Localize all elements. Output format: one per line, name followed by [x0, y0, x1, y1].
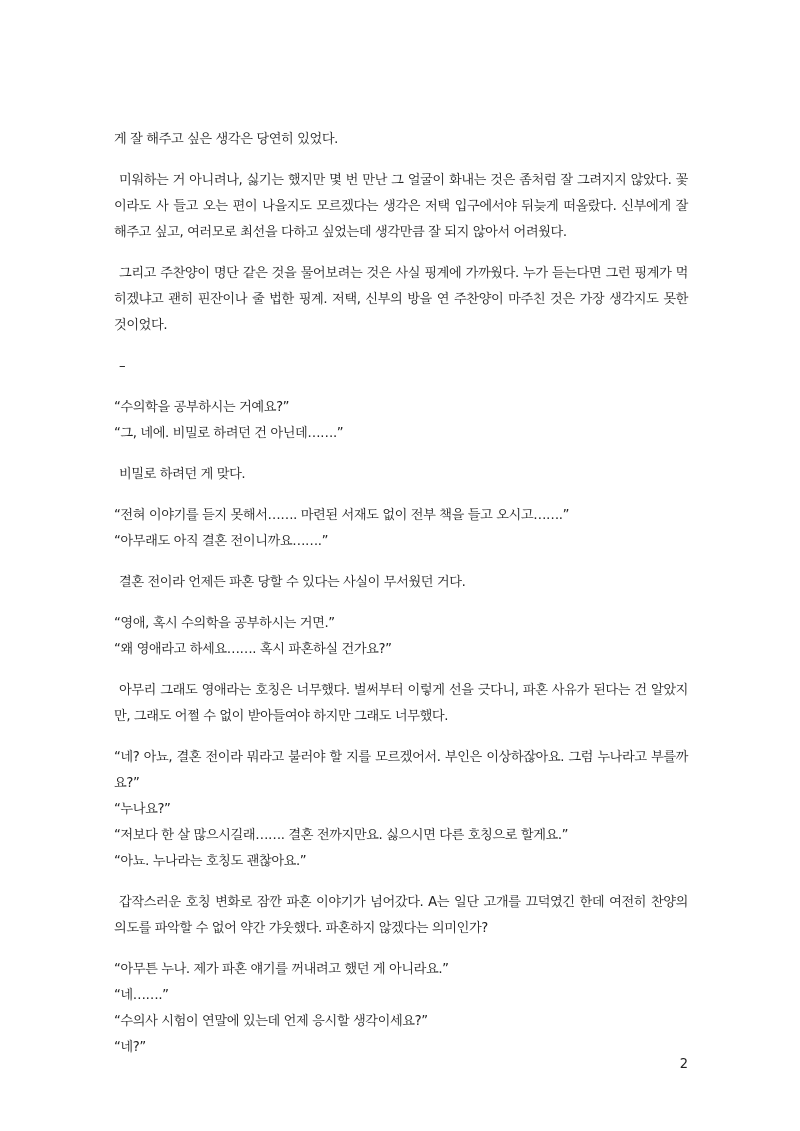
- page-number: 2: [679, 1057, 688, 1072]
- dialogue-block: [114, 395, 688, 447]
- body-text: [114, 127, 688, 1076]
- dialogue-line: “그, 네에. 비밀로 하려던 건 아닌데…….”: [114, 426, 344, 441]
- dialogue-line: “네? 아뇨, 결혼 전이라 뭐라고 불러야 할 지를 모르겠어서. 부인은 이상하잖아요. 그럼 누나라고 부를까요?”: [114, 750, 688, 791]
- dialogue-block: [114, 745, 688, 875]
- dialogue-block: [114, 957, 688, 1061]
- dialogue-line: “아뇨. 누나라는 호칭도 괜찮아요.”: [114, 854, 307, 869]
- dialogue-line: “수의사 시험이 연말에 있는데 언제 응시할 생각이세요?”: [114, 1014, 428, 1029]
- dialogue-line: “아무래도 아직 결혼 전이니까요…….”: [114, 534, 329, 549]
- dialogue-block: [114, 503, 688, 555]
- paragraph: 미워하는 거 아니려나, 싫기는 했지만 몇 번 만난 그 얼굴이 화내는 것은 좀처럼 잘 그려지지 않았다. 꽃이라도 사 들고 오는 편이 나을지도 모르겠다는 생각은 저택 입구에서야 뒤늦게 떠올랐다. 신부에게 잘 해주고 싶고, 여러모로 최선을 다하고 싶었는데 생각만큼 잘 되지 않아서 어려웠다.: [114, 173, 688, 240]
- paragraph: 아무리 그래도 영애라는 호칭은 너무했다. 벌써부터 이렇게 선을 긋다니, 파혼 사유가 된다는 건 알았지만, 그래도 어쩔 수 없이 받아들여야 하지만 그래도 너무했다.: [114, 683, 688, 724]
- dialogue-block: [114, 611, 688, 663]
- scene-break: –: [119, 359, 126, 374]
- dialogue-line: “왜 영애라고 하세요……. 혹시 파혼하실 건가요?”: [114, 642, 392, 657]
- paragraph: 게 잘 해주고 싶은 생각은 당연히 있었다.: [114, 132, 338, 147]
- dialogue-line: “저보다 한 살 많으시길래……. 결혼 전까지만요. 싫으시면 다른 호칭으로 할게요.”: [114, 828, 569, 843]
- dialogue-line: “네…….”: [114, 988, 169, 1003]
- paragraph: 갑작스러운 호칭 변화로 잠깐 파혼 이야기가 넘어갔다. A는 일단 고개를 끄덕였긴 한데 여전히 찬양의 의도를 파악할 수 없어 약간 갸웃했다. 파혼하지 않겠다는 의미인가?: [114, 895, 688, 936]
- dialogue-line: “네?”: [114, 1040, 146, 1055]
- paragraph: 비밀로 하려던 게 맞다.: [119, 467, 246, 482]
- dialogue-line: “아무튼 누나. 제가 파혼 얘기를 꺼내려고 했던 게 아니라요.”: [114, 962, 449, 977]
- dialogue-line: “영애, 혹시 수의학을 공부하시는 거면.”: [114, 616, 335, 631]
- paragraph: 그리고 주찬양이 명단 같은 것을 물어보려는 것은 사실 핑계에 가까웠다. 누가 듣는다면 그런 핑계가 먹히겠냐고 괜히 핀잔이나 줄 법한 핑계. 저택, 신부의 방을 연 주찬양이 마주친 것은 가장 생각지도 못한 것이었다.: [114, 266, 688, 333]
- dialogue-line: “수의학을 공부하시는 거예요?”: [114, 400, 290, 415]
- dialogue-line: “누나요?”: [114, 802, 171, 817]
- dialogue-line: “전혀 이야기를 듣지 못해서……. 마련된 서재도 없이 전부 책을 들고 오시고…….”: [114, 508, 570, 523]
- paragraph: 결혼 전이라 언제든 파혼 당할 수 있다는 사실이 무서웠던 거다.: [119, 575, 466, 590]
